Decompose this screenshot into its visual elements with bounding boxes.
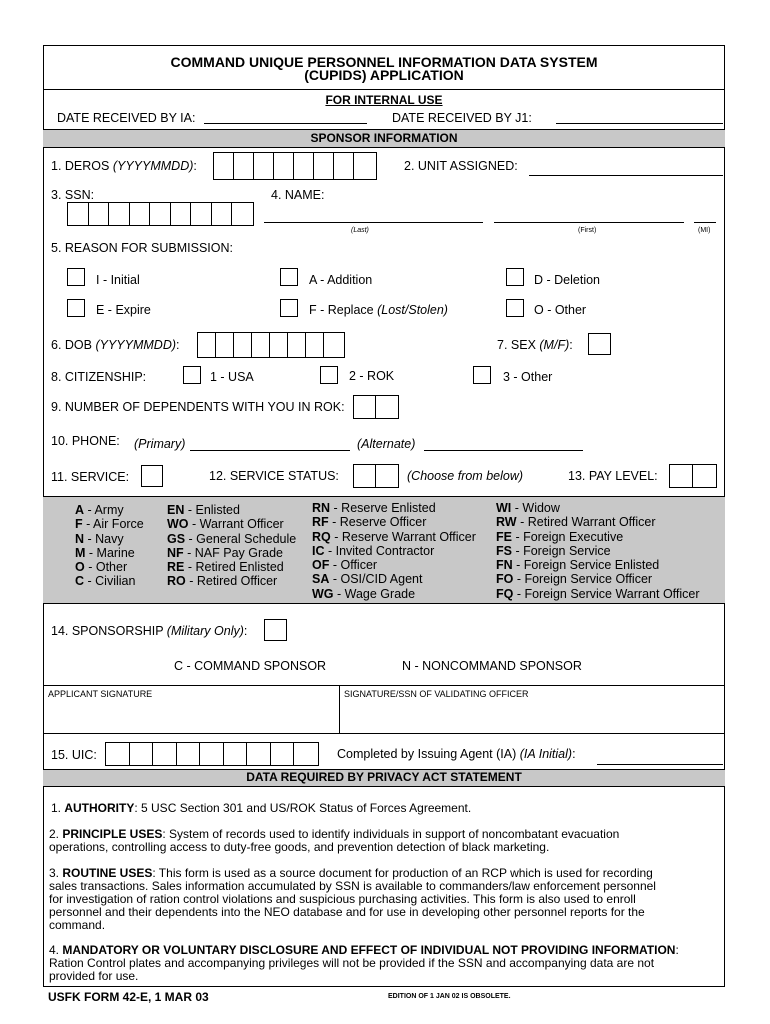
legend-desc: - Reserve Warrant Officer [330, 529, 476, 544]
ssn-input-boxes[interactable] [67, 202, 254, 226]
dob-label [51, 338, 180, 352]
applicant-signature-field[interactable] [44, 700, 338, 732]
legend-desc: - Invited Contractor [324, 543, 435, 558]
legend-code: WI [496, 501, 512, 515]
sponsorship-label-text: 14. SPONSORSHIP [51, 624, 167, 638]
legend-desc: - Reserve Officer [328, 515, 427, 530]
service-status-label: 12. SERVICE STATUS: [209, 469, 339, 483]
dependents-label: 9. NUMBER OF DEPENDENTS WITH YOU IN ROK: [51, 400, 345, 414]
legend-desc: - Foreign Executive [511, 529, 624, 544]
reason-other-label: O - Other [534, 303, 587, 317]
para-text: : 5 USC Section 301 and US/ROK Status of Forces Agreement. [134, 801, 472, 815]
dob-colon: : [176, 338, 180, 352]
divider [43, 733, 725, 734]
divider [43, 685, 725, 686]
legend-code: M [75, 545, 86, 560]
unit-assigned-field[interactable] [529, 175, 723, 176]
legend-code: NF [167, 545, 184, 560]
legend-code: A [75, 503, 85, 517]
sponsorship-noncommand-option: N - NONCOMMAND SPONSOR [402, 659, 582, 673]
phone-primary-field[interactable] [190, 450, 350, 451]
legend-code: WO [167, 517, 189, 532]
para-line: command. [49, 918, 106, 932]
phone-primary-text: (Primary) [134, 437, 186, 451]
legend-code: F [75, 517, 83, 532]
section-privacy-act [43, 769, 725, 787]
legend-code: O [75, 560, 85, 575]
legend-code: RO [167, 574, 186, 589]
para-heading: MANDATORY OR VOLUNTARY DISCLOSURE AND EFFECT OF INDIVIDUAL NOT PROVIDING INFORMATION [62, 943, 676, 957]
legend-entry [312, 558, 476, 572]
service-input-box[interactable] [141, 465, 163, 487]
form-title-line1: COMMAND UNIQUE PERSONNEL INFORMATION DATA SYSTEM [170, 54, 598, 70]
legend-code: FE [496, 529, 512, 544]
form-title-line2: (CUPIDS) APPLICATION [304, 67, 464, 83]
internal-use-heading: FOR INTERNAL USE [325, 93, 443, 107]
para-line: Ration Control plates and accompanying privileges will not be provided if the SSN and accompanying data are not [49, 956, 655, 970]
legend-desc: - Reserve Enlisted [330, 501, 436, 515]
legend-desc: - Foreign Service Warrant Officer [513, 586, 700, 601]
legend-desc: - Widow [511, 501, 560, 515]
sex-colon: : [569, 338, 573, 352]
reason-replace-note: (Lost/Stolen) [377, 303, 448, 317]
legend-desc: - Navy [84, 531, 124, 546]
legend-entry [75, 503, 144, 517]
ia-completed-text: Completed by Issuing Agent (IA) [337, 747, 520, 761]
sex-label-text: 7. SEX [497, 338, 540, 352]
privacy-paragraph-authority [51, 802, 471, 815]
legend-entry [75, 517, 144, 531]
applicant-signature-label: APPLICANT SIGNATURE [48, 689, 153, 699]
legend-desc: - Marine [85, 545, 135, 560]
uic-input-boxes[interactable] [105, 742, 319, 766]
legend-code: WG [312, 586, 334, 601]
dob-format: (YYYYMMDD) [95, 338, 177, 352]
legend-entry [496, 572, 700, 586]
section-sponsor-information [43, 129, 725, 148]
legend-desc: - Warrant Officer [188, 517, 284, 532]
legend-code: FQ [496, 586, 514, 601]
legend-code: C [75, 574, 85, 589]
name-mi-caption: (MI) [698, 227, 711, 234]
phone-alternate-text: (Alternate) [357, 437, 416, 451]
para-line: for investigation of ration control violations and suspicious purchasing activities. This form is also used to enroll [49, 892, 636, 906]
privacy-paragraph-routine-uses [49, 867, 656, 932]
sponsorship-colon: : [243, 624, 248, 638]
legend-entry [167, 574, 296, 588]
phone-label: 10. PHONE: [51, 434, 120, 448]
legend-desc: - Enlisted [184, 503, 240, 517]
legend-entry [496, 530, 700, 544]
reason-other-checkbox[interactable] [506, 299, 524, 317]
legend-entry [75, 532, 144, 546]
legend-entry [496, 501, 700, 515]
legend-entry [496, 587, 700, 601]
name-mi-field[interactable] [694, 222, 716, 223]
reason-expire-label: E - Expire [96, 303, 151, 317]
deros-input-boxes[interactable] [213, 152, 377, 180]
divider [339, 685, 340, 733]
legend-entry [496, 544, 700, 558]
legend-entry [75, 560, 144, 574]
legend-entry [312, 530, 476, 544]
deros-label [51, 159, 197, 173]
para-heading: AUTHORITY [64, 801, 135, 815]
phone-alternate-field[interactable] [424, 450, 583, 451]
legend-entry [167, 503, 296, 517]
para-num: 4. [49, 943, 63, 957]
legend-desc: - Wage Grade [333, 586, 416, 601]
legend-desc: - NAF Pay Grade [183, 545, 284, 560]
legend-entry [167, 546, 296, 560]
divider [43, 89, 725, 90]
reason-label: 5. REASON FOR SUBMISSION: [51, 241, 233, 255]
reason-replace-label [309, 303, 448, 317]
sponsorship-label [51, 624, 247, 638]
legend-code: FN [496, 558, 513, 573]
legend-desc: - Civilian [84, 574, 136, 589]
reason-addition-checkbox[interactable] [280, 268, 298, 286]
name-first-caption: (First) [578, 227, 597, 234]
para-heading: PRINCIPLE USES [62, 827, 163, 841]
validating-officer-field[interactable] [341, 700, 723, 732]
legend-col-status-2 [312, 501, 476, 601]
dob-label-text: 6. DOB [51, 338, 96, 352]
deros-colon: : [193, 159, 197, 173]
section-title: DATA REQUIRED BY PRIVACY ACT STATEMENT [246, 770, 522, 784]
name-last-field[interactable] [264, 222, 483, 223]
legend-desc: - Foreign Service Officer [513, 572, 653, 587]
para-num: 1. [51, 801, 65, 815]
legend-desc: - Army [84, 503, 124, 517]
citizenship-usa-label: 1 - USA [210, 370, 254, 384]
para-line: operations, controlling access to duty-free goods, and prevention detection of black marketing. [49, 840, 550, 854]
legend-code: FO [496, 572, 514, 587]
phone-alternate-caption [357, 437, 415, 451]
privacy-paragraph-principle-uses [49, 828, 619, 854]
sponsorship-input-box[interactable] [264, 619, 287, 641]
legend-entry [312, 515, 476, 529]
legend-entry [312, 501, 476, 515]
ia-completed-label [337, 747, 576, 761]
legend-entry [167, 517, 296, 531]
section-title: SPONSOR INFORMATION [310, 131, 458, 145]
legend-entry [75, 574, 144, 588]
pay-level-label: 13. PAY LEVEL: [568, 469, 658, 483]
privacy-paragraph-disclosure [49, 944, 679, 983]
legend-entry [312, 587, 476, 601]
legend-code: N [75, 531, 85, 546]
para-colon: : [675, 943, 679, 957]
legend-code: RF [312, 515, 329, 530]
deros-format: (YYYYMMDD) [112, 159, 194, 173]
para-text: : System of records used to identify individuals in support of noncombatant evacuation [162, 827, 620, 841]
para-line: provided for use. [49, 969, 139, 983]
legend-code: RQ [312, 529, 331, 544]
pay-level-input-boxes[interactable] [669, 464, 717, 488]
date-received-j1-label: DATE RECEIVED BY J1: [392, 111, 532, 125]
legend-desc: - General Schedule [185, 531, 297, 546]
citizenship-other-checkbox[interactable] [473, 366, 491, 384]
legend-desc: - OSI/CID Agent [329, 572, 423, 587]
reason-deletion-checkbox[interactable] [506, 268, 524, 286]
uic-label: 15. UIC: [51, 748, 97, 762]
reason-initial-label: I - Initial [96, 273, 140, 287]
legend-code: SA [312, 572, 330, 587]
citizenship-rok-checkbox[interactable] [320, 366, 338, 384]
legend-desc: - Air Force [82, 517, 144, 532]
ia-colon: : [572, 747, 576, 761]
name-last-text: (Last) [351, 227, 369, 234]
legend-code: IC [312, 543, 325, 558]
citizenship-rok-label: 2 - ROK [349, 369, 395, 383]
date-received-ia-label: DATE RECEIVED BY IA: [57, 111, 196, 125]
sponsorship-note: (Military Only) [166, 624, 244, 638]
legend-entry [167, 560, 296, 574]
service-label: 11. SERVICE: [51, 470, 130, 484]
citizenship-other-label: 3 - Other [503, 370, 553, 384]
legend-entry [75, 546, 144, 560]
name-last-caption [351, 227, 369, 235]
para-heading: ROUTINE USES [62, 866, 153, 880]
legend-code: RN [312, 501, 331, 515]
ia-initial-note: (IA Initial) [519, 747, 573, 761]
dob-input-boxes[interactable] [197, 332, 345, 358]
legend-code: EN [167, 503, 185, 517]
para-line: personnel and their dependents into the NEO database and for use in developing other personnel reports for the [49, 905, 645, 919]
legend-desc: - Retired Officer [185, 574, 278, 589]
legend-entry [496, 558, 700, 572]
ssn-label: 3. SSN: [51, 188, 95, 202]
para-text: : This form is used as a source document for production of an RCP which is used for recording [152, 866, 653, 880]
legend-col-status-1 [167, 503, 296, 589]
date-received-ia-field[interactable] [204, 123, 367, 124]
unit-assigned-label: 2. UNIT ASSIGNED: [404, 159, 518, 173]
validating-officer-label: SIGNATURE/SSN OF VALIDATING OFFICER [344, 689, 529, 699]
name-label: 4. NAME: [271, 188, 325, 202]
legend-desc: - Retired Warrant Officer [516, 515, 656, 530]
deros-label-text: 1. DEROS [51, 159, 113, 173]
form-number: USFK FORM 42-E, 1 MAR 03 [48, 990, 209, 1004]
legend-code: OF [312, 558, 330, 573]
legend-code: GS [167, 531, 186, 546]
legend-entry [167, 532, 296, 546]
service-status-note [407, 469, 523, 483]
sponsorship-command-option: C - COMMAND SPONSOR [174, 659, 327, 673]
para-line: sales transactions. Sales information accumulated by SSN is available to commanders/law enforcement personnel [49, 879, 656, 893]
citizenship-label: 8. CITIZENSHIP: [51, 370, 147, 384]
citizenship-usa-checkbox[interactable] [183, 366, 201, 384]
edition-note: EDITION OF 1 JAN 02 IS OBSOLETE. [388, 993, 511, 1000]
reason-replace-checkbox[interactable] [280, 299, 298, 317]
legend-code: RE [167, 560, 185, 575]
service-status-input-boxes[interactable] [353, 464, 399, 488]
date-received-j1-field[interactable] [556, 123, 723, 124]
ia-initial-field[interactable] [597, 764, 723, 765]
legend-col-status-3 [496, 501, 700, 601]
reason-deletion-label: D - Deletion [534, 273, 600, 287]
legend-entry [312, 572, 476, 586]
sex-format: (M/F) [539, 338, 570, 352]
legend-desc: - Retired Enlisted [184, 560, 284, 575]
legend-desc: - Foreign Service [511, 543, 611, 558]
legend-entry [312, 544, 476, 558]
legend-desc: - Other [84, 560, 128, 575]
service-status-note-text: (Choose from below) [407, 469, 524, 483]
reason-addition-label: A - Addition [309, 273, 373, 287]
reason-expire-checkbox[interactable] [67, 299, 85, 317]
legend-entry [496, 515, 700, 529]
dependents-input-boxes[interactable] [353, 395, 399, 419]
reason-replace-text: F - Replace [309, 303, 378, 317]
reason-initial-checkbox[interactable] [67, 268, 85, 286]
name-first-field[interactable] [494, 222, 684, 223]
legend-code: FS [496, 543, 512, 558]
sex-input-box[interactable] [588, 333, 611, 355]
para-num: 2. [49, 827, 63, 841]
phone-primary-caption [134, 437, 185, 451]
legend-code: RW [496, 515, 517, 530]
legend-desc: - Officer [329, 558, 378, 573]
legend-desc: - Foreign Service Enlisted [512, 558, 660, 573]
para-num: 3. [49, 866, 63, 880]
sex-label [497, 338, 573, 352]
legend-col-service [75, 503, 144, 589]
